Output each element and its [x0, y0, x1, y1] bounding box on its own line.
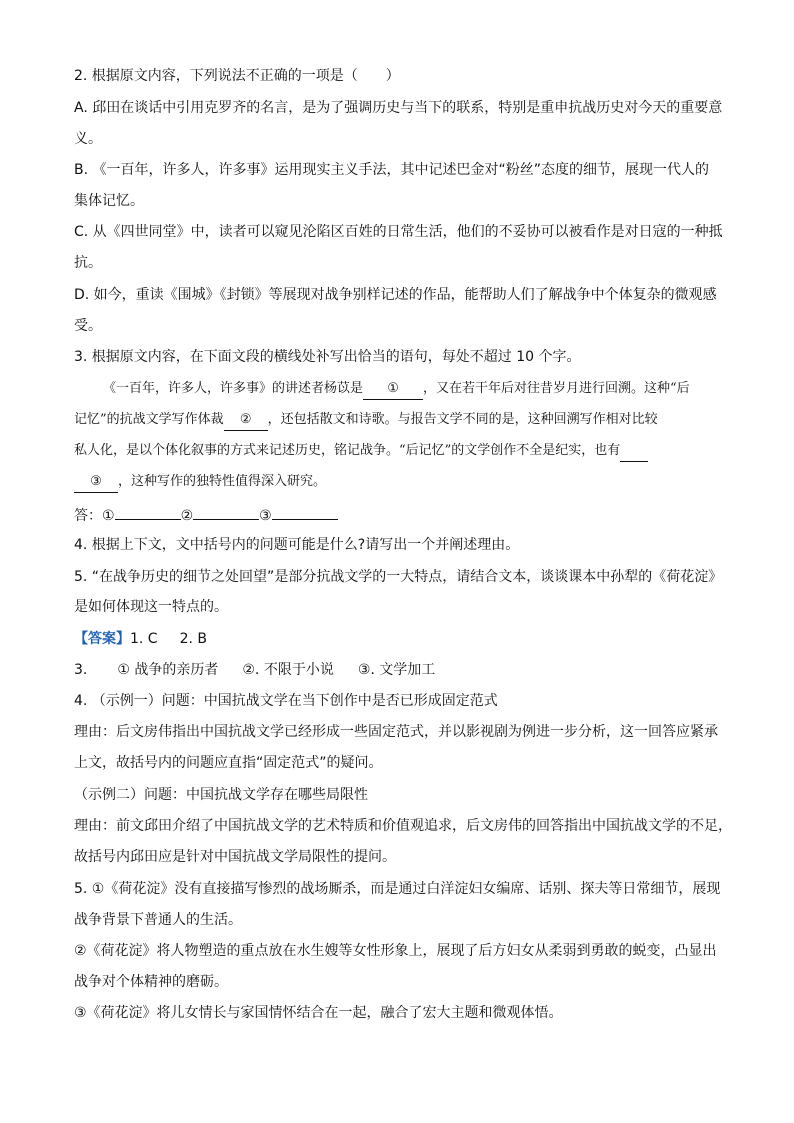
- answer-blank-3[interactable]: [272, 505, 338, 520]
- q3-blank-3: ③: [74, 472, 118, 493]
- q3-blank-1: ①: [363, 379, 423, 400]
- q2-option-b: B. 《一百年，许多人，许多事》运用现实主义手法，其中记述巴金对“粉丝”态度的细节，展现一代人的: [74, 162, 710, 178]
- q5-stem: 5. “在战争历史的细节之处回望”是部分抗战文学的一大特点，请结合文本，谈谈课本中孙犁的《荷花淀》: [74, 569, 723, 585]
- answer-line-1: [74, 629, 207, 649]
- q2-option-a-cont: 义。: [74, 131, 102, 147]
- q3-blank-2: ②: [224, 410, 268, 431]
- q2-option-d: D. 如今，重读《围城》《封锁》等展现对战争别样记述的作品，能帮助人们了解战争中个体复杂的微观感: [74, 287, 717, 303]
- q5-stem-cont: 是如何体现这一特点的。: [74, 599, 228, 615]
- answer-q3-num: 3.: [74, 662, 88, 678]
- answer-q3-a3: ③. 文学加工: [357, 662, 436, 678]
- answer-q3-a1: ① 战争的亲历者: [117, 662, 219, 678]
- q3-passage-text: 记忆”的抗战文学写作体裁: [74, 412, 224, 427]
- answer-marker-2: ②: [180, 508, 194, 524]
- q3-passage-line-4: [74, 472, 326, 493]
- answer-q3-line: [74, 660, 435, 680]
- answer-q5-point-2-cont: 战争对个体精神的磨砺。: [74, 974, 228, 990]
- q3-blank-trail: [620, 441, 648, 462]
- q3-passage-line-3: [74, 441, 648, 462]
- answer-tag: 【答案】: [74, 631, 130, 647]
- q3-passage-line-2: [74, 410, 658, 431]
- answer-q4-example-2: （示例二）问题：中国抗战文学存在哪些局限性: [74, 787, 368, 803]
- answer-q4-reason-2-cont: 故括号内邱田应是针对中国抗战文学局限性的提问。: [74, 849, 396, 865]
- answer-label: 答：①: [74, 508, 115, 524]
- q4-stem: 4. 根据上下文，文中括号内的问题可能是什么?请写出一个并阐述理由。: [74, 537, 520, 553]
- q2-option-c-cont: 抗。: [74, 255, 102, 271]
- q2-option-c: C. 从《四世同堂》中，读者可以窥见沦陷区百姓的日常生活，他们的不妥协可以被看作是对日寇的一种抵: [74, 224, 723, 240]
- answer-q5-point-1: 5. ①《荷花淀》没有直接描写惨烈的战场厮杀，而是通过白洋淀妇女编席、话别、探夫等日常细节，展现: [74, 881, 721, 897]
- answer-blank-1[interactable]: [115, 505, 181, 520]
- q3-passage-text: 私人化，是以个体化叙事的方式来记述历史，铭记战争。“后记忆”的文学创作不全是纪实，也有: [74, 443, 621, 458]
- q2-option-a: A. 邱田在谈话中引用克罗齐的名言，是为了强调历史与当下的联系，特别是重申抗战历史对今天的重要意: [74, 100, 723, 116]
- answer-q5-point-1-cont: 战争背景下普通人的生活。: [74, 912, 242, 928]
- answer-marker-3: ③: [259, 508, 272, 524]
- q3-stem: 3. 根据原文内容，在下面文段的横线处补写出恰当的语句，每处不超过 10 个字。: [74, 349, 581, 365]
- q3-passage-line-1: [103, 379, 690, 400]
- answer-q5-point-3: ③《荷花淀》将儿女情长与家国情怀结合在一起，融合了宏大主题和微观体悟。: [74, 1005, 563, 1021]
- q3-passage-text: 《一百年，许多人，许多事》的讲述者杨苡是: [103, 381, 364, 396]
- answer-q4-reason-1-cont: 上文，故括号内的问题应直指“固定范式”的疑问。: [74, 755, 383, 771]
- q2-option-d-cont: 受。: [74, 318, 102, 334]
- q2-stem: 2. 根据原文内容，下列说法不正确的一项是（ ）: [74, 68, 400, 84]
- answer-q4-example-1: 4. （示例一）问题：中国抗战文学在当下创作中是否已形成固定范式: [74, 693, 498, 709]
- answer-blank-2[interactable]: [193, 505, 259, 520]
- q3-passage-text: ，还包括散文和诗歌。与报告文学不同的是，这种回溯写作相对比较: [267, 412, 658, 427]
- answer-q5-point-2: ②《荷花淀》将人物塑造的重点放在水生嫂等女性形象上，展现了后方妇女从柔弱到勇敢的蜕变，凸显出: [74, 943, 717, 959]
- q2-option-b-cont: 集体记忆。: [74, 193, 144, 209]
- answer-q1: 1. C: [130, 631, 158, 647]
- answer-q2: 2. B: [179, 631, 208, 647]
- answer-q4-reason-1: 理由：后文房伟指出中国抗战文学已经形成一些固定范式，并以影视剧为例进一步分析，这一回答应紧承: [74, 724, 718, 740]
- q3-passage-text: ，又在若干年后对往昔岁月进行回溯。这种“后: [423, 381, 690, 396]
- q3-passage-text: ，这种写作的独特性值得深入研究。: [118, 474, 327, 489]
- answer-q3-a2: ②. 不限于小说: [242, 662, 334, 678]
- q3-answer-line: [74, 505, 338, 526]
- answer-q4-reason-2: 理由：前文邱田介绍了中国抗战文学的艺术特质和价值观追求，后文房伟的回答指出中国抗战文学的不足，: [74, 818, 732, 834]
